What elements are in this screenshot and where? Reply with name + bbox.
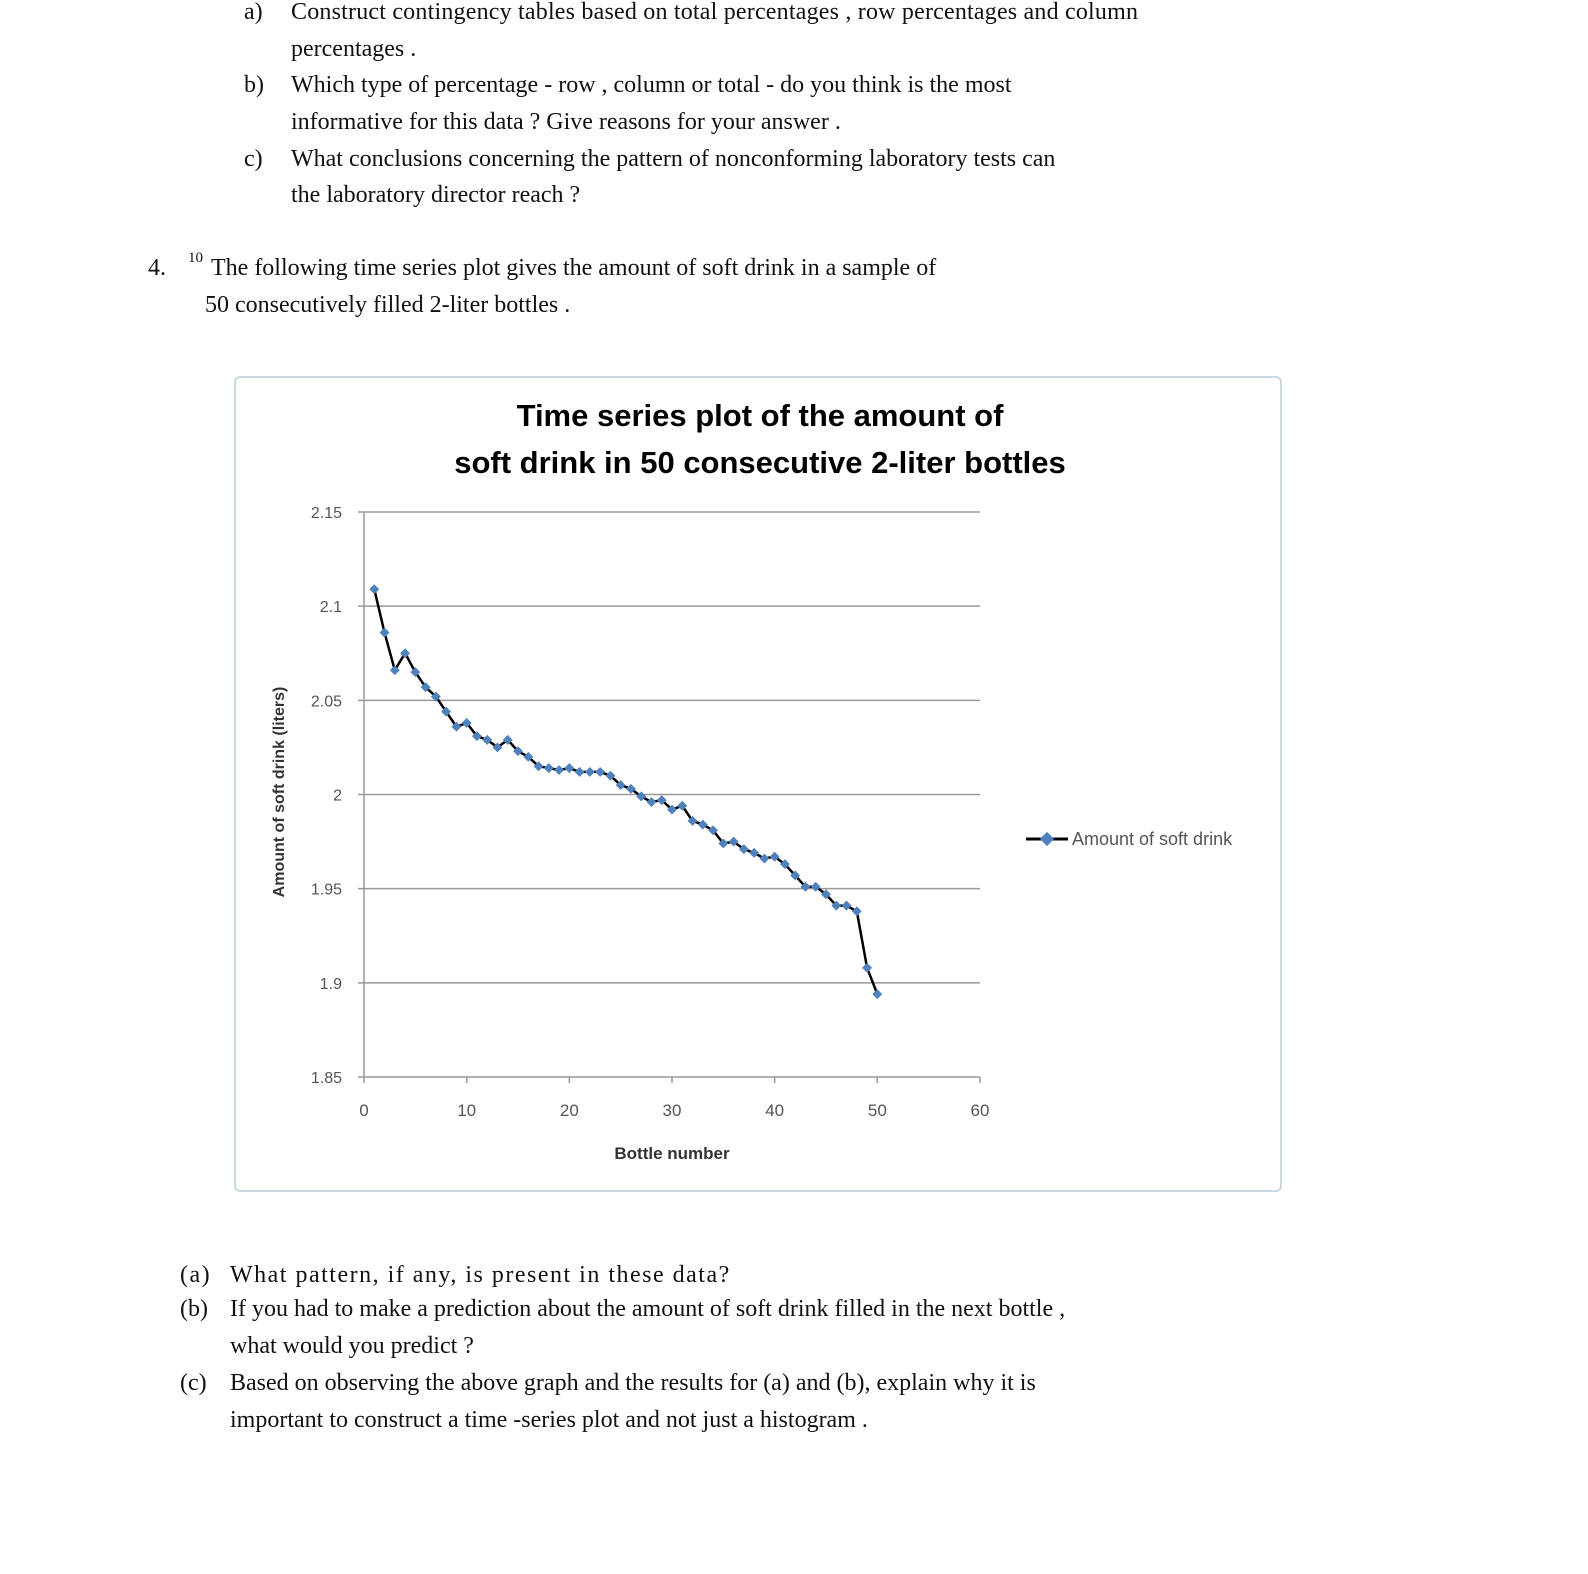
legend-marker xyxy=(1040,832,1054,846)
data-point xyxy=(872,989,882,999)
data-point xyxy=(862,963,872,973)
q3-a-label: a) xyxy=(244,0,263,25)
legend-label: Amount of soft drink xyxy=(1072,829,1233,849)
chart-title-line1: Time series plot of the amount of xyxy=(516,398,1004,433)
chart-frame xyxy=(234,376,1282,1192)
x-tick-label: 20 xyxy=(559,1101,579,1120)
series-line xyxy=(374,589,877,994)
y-tick-label: 1.9 xyxy=(319,975,342,993)
data-point xyxy=(575,767,585,777)
data-point xyxy=(749,848,759,858)
q3-b-label: b) xyxy=(244,72,264,98)
x-tick-label: 10 xyxy=(457,1101,477,1120)
chart-svg xyxy=(236,378,1280,1190)
gridlines xyxy=(358,512,980,1077)
q3-c-line1: What conclusions concerning the pattern of nonconforming laboratory tests can xyxy=(291,146,1056,172)
data-point xyxy=(585,767,595,777)
q4-c-line1: Based on observing the above graph and the results for (a) and (b), explain why it is xyxy=(230,1370,1036,1396)
q4-b-line2: what would you predict ? xyxy=(230,1333,474,1359)
x-tick-label: 40 xyxy=(765,1101,785,1120)
x-tick-label: 30 xyxy=(662,1101,682,1120)
q4-a-line1: What pattern, if any, is present in these data? xyxy=(230,1262,731,1288)
data-point xyxy=(698,820,708,830)
data-series xyxy=(369,584,882,999)
data-point xyxy=(595,767,605,777)
x-tick-label: 0 xyxy=(359,1101,369,1120)
data-point xyxy=(759,854,769,864)
q4-number: 4. xyxy=(148,255,166,281)
axes xyxy=(364,512,980,1083)
x-tick-label: 60 xyxy=(970,1101,990,1120)
q4-line2: 50 consecutively filled 2-liter bottles . xyxy=(205,292,571,318)
y-tick-label: 1.95 xyxy=(310,881,342,899)
q4-footnote: 10 xyxy=(188,250,203,266)
data-point xyxy=(842,901,852,911)
x-axis-label: Bottle number xyxy=(614,1144,730,1163)
q3-b-line2: informative for this data ? Give reasons for your answer . xyxy=(291,109,841,135)
data-point xyxy=(369,584,379,594)
y-tick-label: 1.85 xyxy=(310,1070,342,1087)
x-tick-label: 50 xyxy=(867,1101,887,1120)
x-tick-labels xyxy=(359,1101,989,1120)
legend xyxy=(1026,829,1233,849)
y-tick-label: 2 xyxy=(333,787,342,805)
q4-line1: The following time series plot gives the amount of soft drink in a sample of xyxy=(211,255,937,281)
q3-a-line2: percentages . xyxy=(291,36,417,62)
y-tick-label: 2.05 xyxy=(310,693,342,711)
y-axis-label: Amount of soft drink (liters) xyxy=(271,686,288,898)
data-point xyxy=(564,763,574,773)
q3-b-line1: Which type of percentage - row , column or total - do you think is the most xyxy=(291,72,1012,98)
y-tick-label: 2.15 xyxy=(310,505,342,522)
q4-b-line1: If you had to make a prediction about the amount of soft drink filled in the next bottle , xyxy=(230,1296,1066,1322)
q4-a-label: (a) xyxy=(180,1262,212,1288)
data-point xyxy=(852,906,862,916)
q4-c-line2: important to construct a time -series plot and not just a histogram . xyxy=(230,1407,868,1433)
data-point xyxy=(554,765,564,775)
data-point xyxy=(647,797,657,807)
y-tick-labels xyxy=(311,505,342,1087)
y-tick-label: 2.1 xyxy=(319,599,342,617)
data-point xyxy=(544,763,554,773)
q3-c-label: c) xyxy=(244,146,263,172)
data-point xyxy=(380,628,390,638)
chart-title-line2: soft drink in 50 consecutive 2-liter bottles xyxy=(454,445,1066,480)
q3-c-line2: the laboratory director reach ? xyxy=(291,182,581,208)
q4-c-label: (c) xyxy=(180,1370,207,1396)
q3-a-line1: Construct contingency tables based on total percentages , row percentages and column xyxy=(291,0,1139,25)
q4-b-label: (b) xyxy=(180,1296,208,1322)
